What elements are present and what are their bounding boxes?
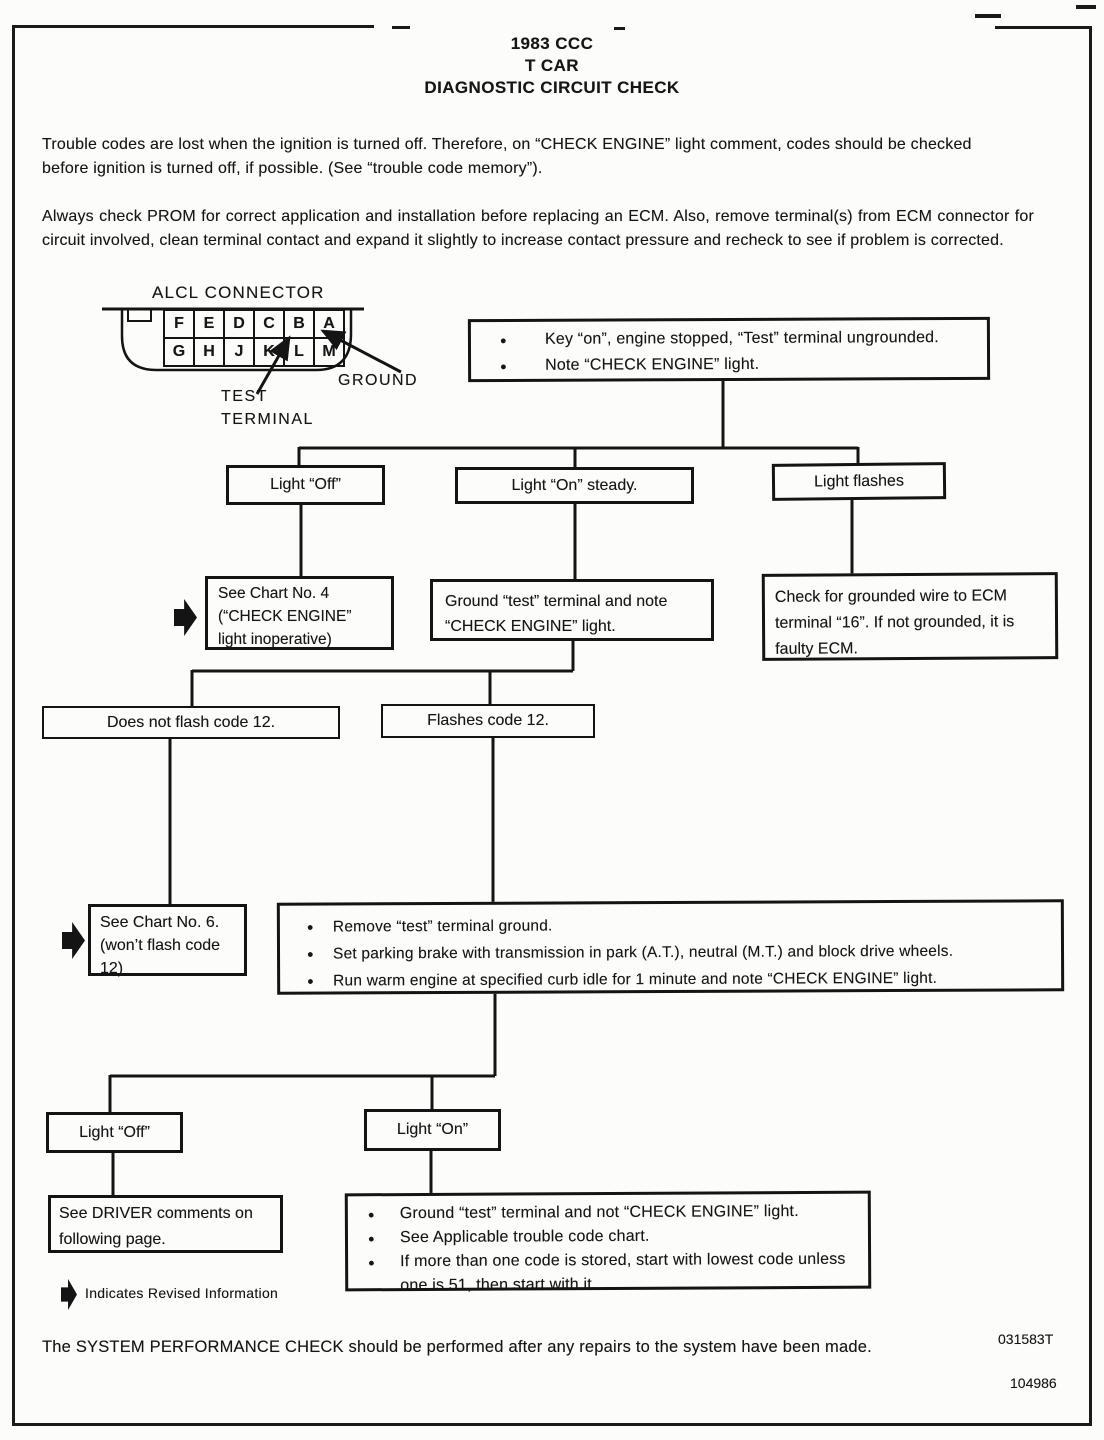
alcl-pin-m: M	[315, 339, 343, 365]
flow-box-light-on-2: Light “On”	[364, 1109, 501, 1151]
flow-box-driver-comments: See DRIVER comments on following page.	[48, 1195, 283, 1253]
bullet-item: ● Note “CHECK ENGINE” light.	[471, 351, 987, 379]
alcl-connector-label: ALCL CONNECTOR	[152, 283, 325, 302]
flow-box-does-not-flash-12: Does not flash code 12.	[42, 706, 340, 739]
title-line-model: T CAR	[525, 56, 579, 75]
flow-box-key-on	[468, 317, 990, 382]
alcl-pin-k: K	[255, 339, 283, 365]
alcl-pin-b: B	[285, 311, 313, 337]
flow-box-warm-engine	[277, 899, 1064, 994]
flow-box-flashes-12: Flashes code 12.	[381, 704, 595, 738]
bullet-item: ● Run warm engine at specified curb idle for 1 minute and note “CHECK ENGINE” light.	[280, 964, 1061, 994]
flow-box-light-flashes: Light flashes	[772, 462, 946, 501]
intro-paragraph-1: Trouble codes are lost when the ignition is turned off. Therefore, on “CHECK ENGINE” light comment, codes should be checked before ignition is turned off, if possible. (See “trouble code memory”).	[42, 136, 972, 177]
alcl-pin-e: E	[195, 311, 223, 337]
flow-box-check-grounded-wire: Check for grounded wire to ECM terminal “16”. If not grounded, it is faulty ECM.	[762, 572, 1059, 661]
flow-box-see-chart-4: See Chart No. 4 (“CHECK ENGINE” light inoperative)	[205, 576, 394, 650]
alcl-pin-c: C	[255, 311, 283, 337]
flow-box-trouble-code-steps	[345, 1191, 872, 1295]
key-on-bullet-list	[471, 325, 987, 379]
bullet-item: ● Key “on”, engine stopped, “Test” terminal ungrounded.	[471, 325, 987, 353]
ground-label: GROUND	[338, 372, 419, 389]
bullet-item: ● Ground “test” terminal and not “CHECK ENGINE” light.	[348, 1200, 868, 1227]
alcl-pin-h: H	[195, 339, 223, 365]
bullet-item: ● If more than one code is stored, start with lowest code unless one is 51, then start with it.	[348, 1248, 868, 1299]
alcl-pin-g: G	[165, 339, 193, 365]
alcl-pin-f: F	[165, 311, 193, 337]
document-code-1: 031583T	[998, 1331, 1054, 1347]
title-line-year: 1983 CCC	[510, 34, 594, 53]
alcl-pin-j: J	[225, 339, 253, 365]
flow-box-light-off-1: Light “Off”	[226, 465, 385, 505]
alcl-pin-d: D	[225, 311, 253, 337]
bullet-item: ● Remove “test” terminal ground.	[280, 910, 1061, 940]
document-code-2: 104986	[1010, 1375, 1057, 1391]
test-terminal-label-line1: TEST	[221, 388, 268, 405]
test-terminal-label	[221, 385, 314, 431]
footer-note: The SYSTEM PERFORMANCE CHECK should be performed after any repairs to the system have been made.	[42, 1338, 872, 1356]
intro-paragraph-2: Always check PROM for correct application and installation before replacing an ECM. Also, remove terminal(s) from ECM connector for circuit involved, clean terminal contact and expand it slightly to increase contact pressure and recheck to see if problem is corrected.	[42, 208, 1034, 249]
warm-engine-bullet-list	[280, 910, 1061, 994]
alcl-housing-outline	[102, 309, 364, 370]
page-title	[0, 33, 1104, 99]
revised-info-legend: Indicates Revised Information	[85, 1285, 279, 1301]
title-line-chart: DIAGNOSTIC CIRCUIT CHECK	[424, 78, 680, 97]
final-bullet-list	[348, 1200, 868, 1299]
bullet-item: ● Set parking brake with transmission in park (A.T.), neutral (M.T.) and block drive wheels.	[280, 937, 1061, 967]
flow-box-see-chart-6: See Chart No. 6. (won’t flash code 12)	[88, 904, 247, 976]
test-terminal-label-line2: TERMINAL	[221, 411, 314, 428]
alcl-pin-l: L	[285, 339, 313, 365]
flow-box-light-on-steady: Light “On” steady.	[455, 467, 694, 504]
flow-box-light-off-2: Light “Off”	[46, 1112, 183, 1153]
flow-box-ground-test-terminal: Ground “test” terminal and note “CHECK ENGINE” light.	[430, 579, 714, 641]
bullet-item: ● See Applicable trouble code chart.	[348, 1224, 868, 1251]
alcl-pin-a: A	[315, 311, 343, 337]
